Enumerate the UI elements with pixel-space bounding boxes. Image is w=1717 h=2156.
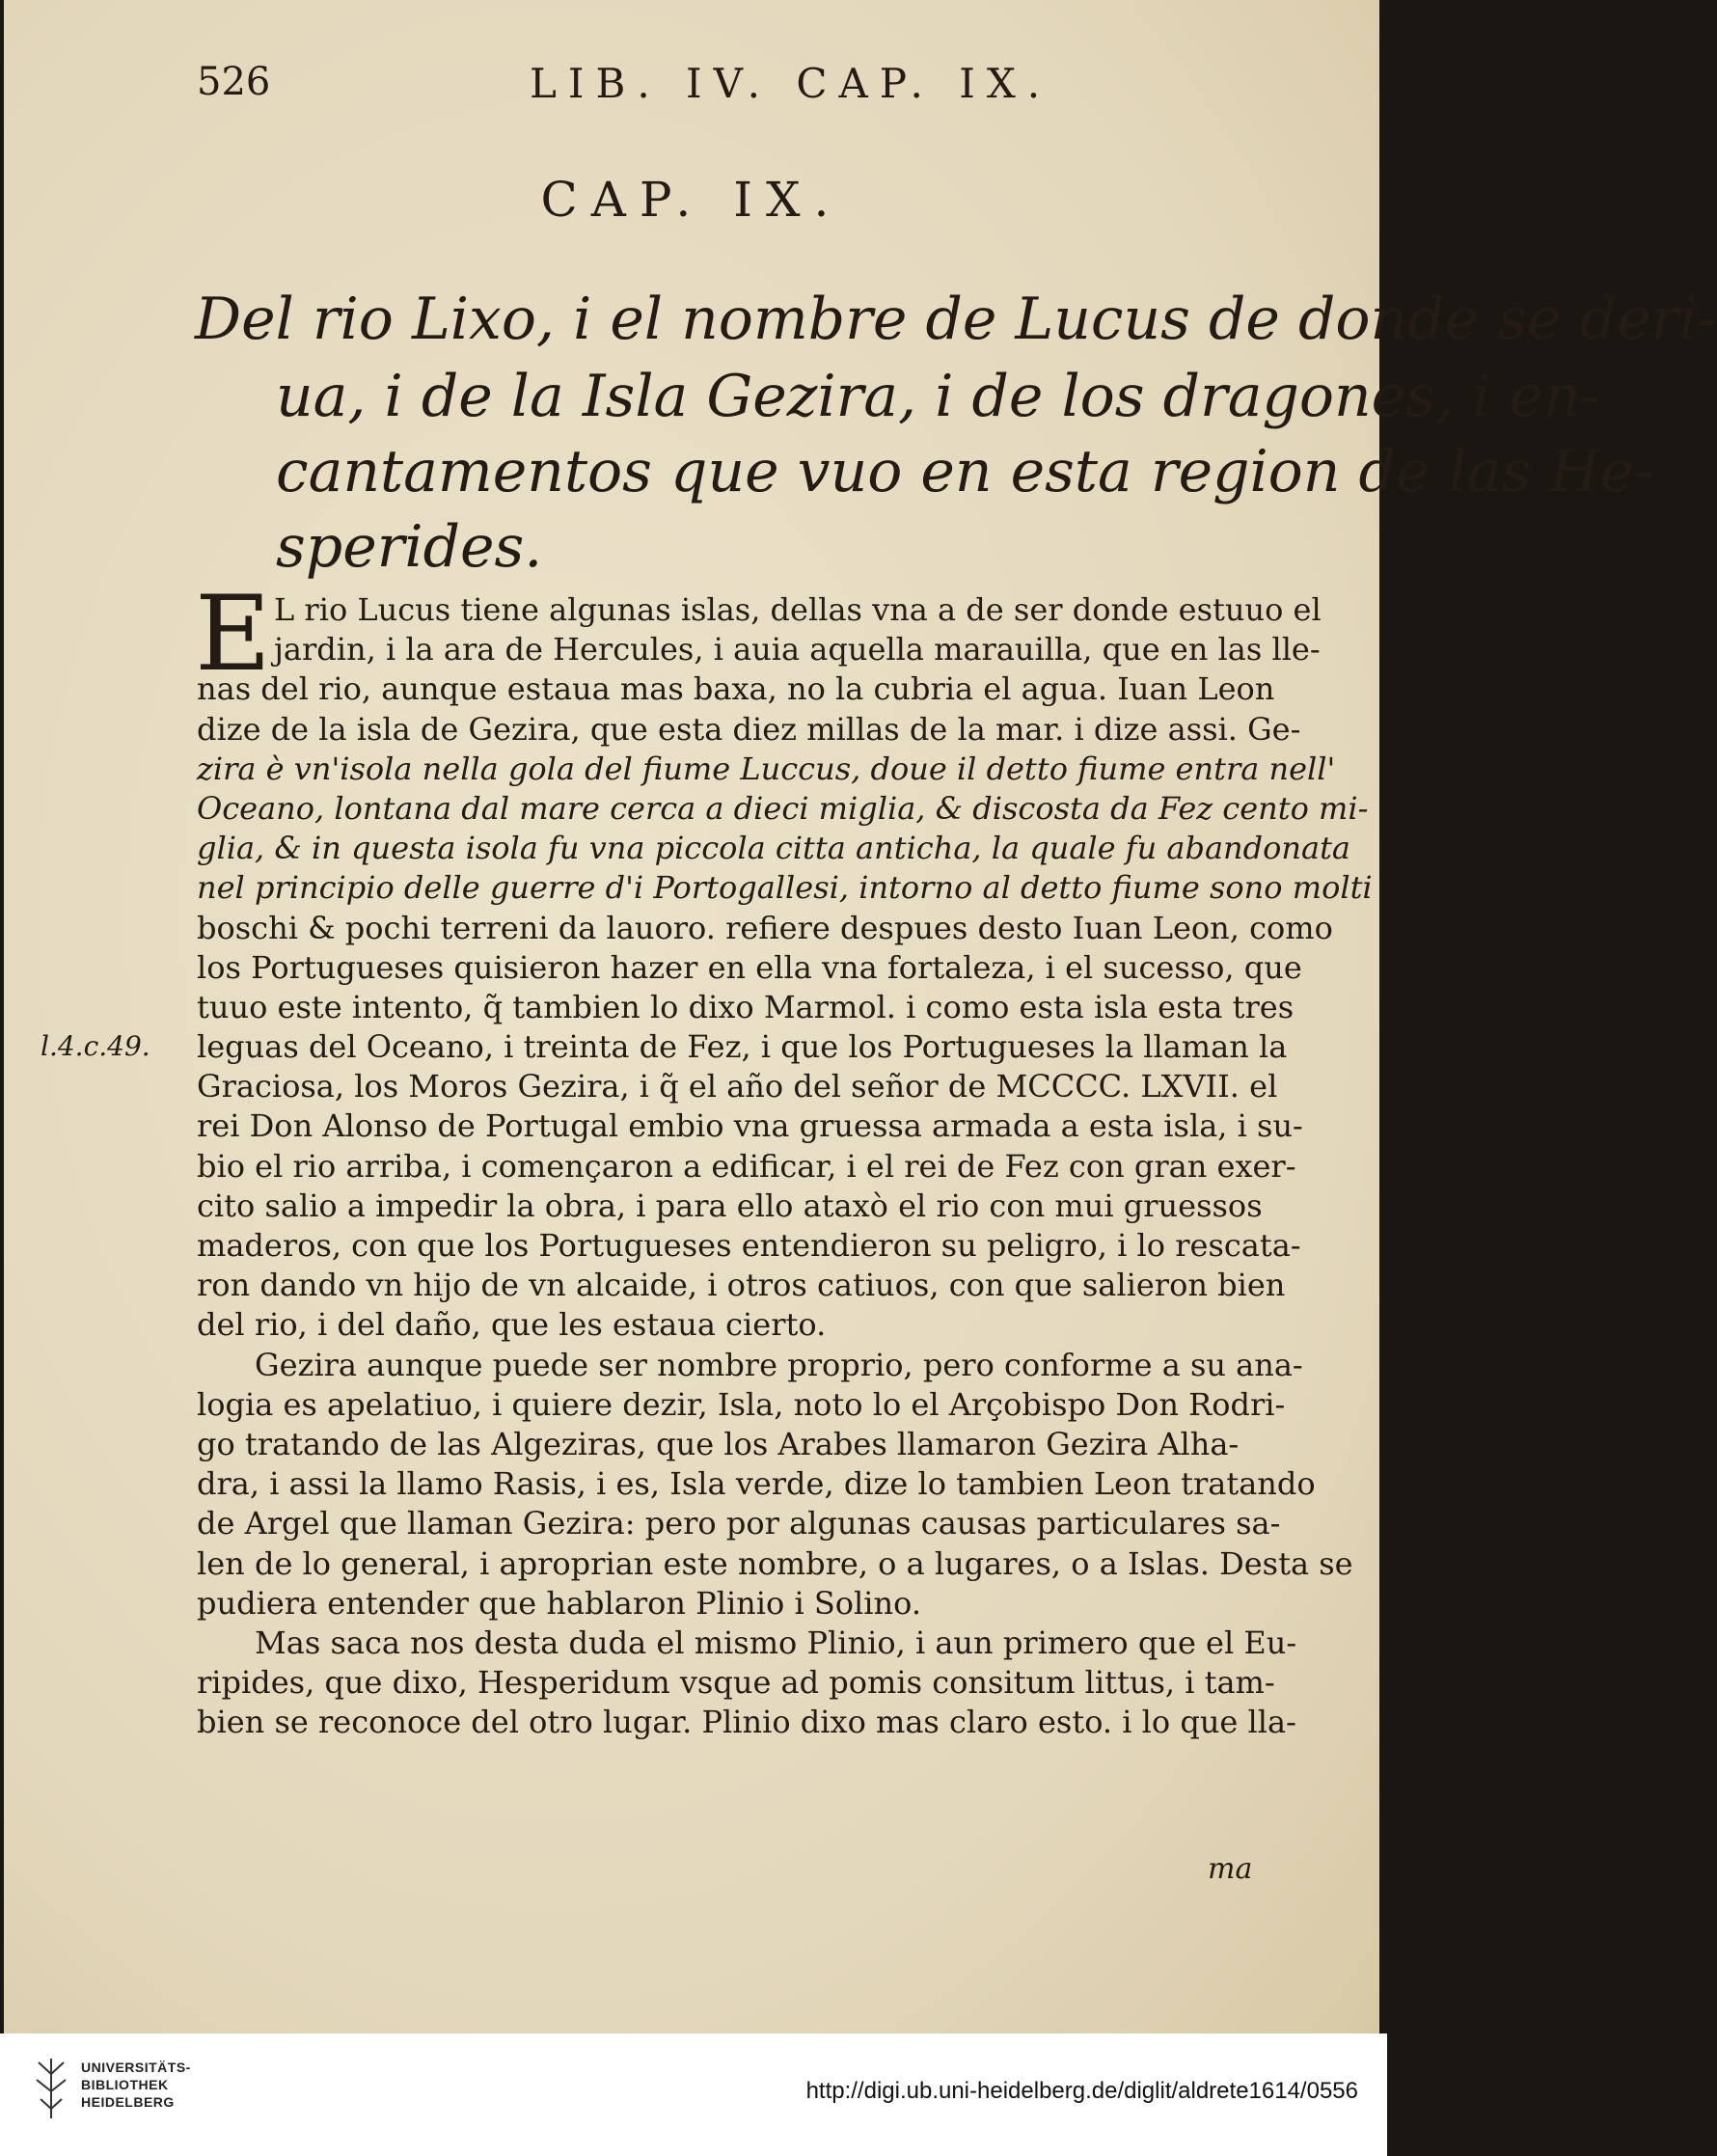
text-line: Gezira aunque puede ser nombre proprio, pero conforme a su ana- — [255, 1346, 1303, 1383]
chapter-title-line: Del rio Lixo, i el nombre de Lucus de donde se deri- — [195, 286, 1717, 353]
text-line: glia, & in questa isola fu vna piccola citta anticha, la quale fu abandonata — [197, 830, 1350, 867]
book-page — [4, 0, 1717, 2033]
running-title: LIB. IV. CAP. IX. — [530, 60, 1052, 107]
institution-name — [81, 2059, 191, 2111]
text-line: logia es apelatiuo, i quiere dezir, Isla, noto lo el Arçobispo Don Rodri- — [197, 1385, 1286, 1423]
catchword: ma — [1208, 1852, 1253, 1886]
institution-line: HEIDELBERG — [81, 2094, 175, 2110]
text-line: del rio, i del daño, que les estaua cierto. — [197, 1306, 827, 1344]
text-line: dize de la isla de Gezira, que esta diez millas de la mar. i dize assi. Ge- — [197, 710, 1301, 748]
text-line: pudiera entender que hablaron Plinio i Solino. — [197, 1584, 921, 1622]
text-line: dra, i assi la llamo Rasis, i es, Isla verde, dize lo tambien Leon tratando — [197, 1465, 1316, 1503]
text-line: bio el rio arriba, i començaron a edificar, i el rei de Fez con gran exer- — [197, 1147, 1296, 1185]
text-line: L rio Lucus tiene algunas islas, dellas vna a de ser donde estuuo el — [274, 591, 1322, 628]
footer-bar — [0, 2033, 1387, 2156]
text-line: ripides, que dixo, Hesperidum vsque ad pomis consitum littus, i tam- — [197, 1664, 1275, 1702]
text-line: Mas saca nos desta duda el mismo Plinio, i aun primero que el Eu- — [255, 1624, 1297, 1661]
chapter-title-line: sperides. — [276, 513, 543, 581]
text-line: go tratando de las Algeziras, que los Arabes llamaron Gezira Alha- — [197, 1425, 1240, 1462]
text-line: boschi & pochi terreni da lauoro. refiere despues desto Iuan Leon, como — [197, 909, 1333, 946]
page-number: 526 — [197, 60, 271, 104]
running-head — [187, 60, 1248, 106]
text-line: bien se reconoce del otro lugar. Plinio dixo mas claro esto. i lo que lla- — [197, 1704, 1296, 1741]
drop-cap: E — [195, 574, 271, 695]
text-line: jardin, i la ara de Hercules, i auia aquella marauilla, que en las lle- — [274, 631, 1321, 669]
text-line: Graciosa, los Moros Gezira, i q̃ el año del señor de MCCCC. LXVII. el — [197, 1068, 1278, 1105]
text-line: cito salio a impedir la obra, i para ello ataxò el rio con mui gruessos — [197, 1187, 1263, 1224]
text-line: zira è vn'isola nella gola del fiume Luccus, doue il detto fiume entra nell' — [197, 750, 1336, 787]
text-line: nel principio delle guerre d'i Portogallesi, intorno al detto fiume sono molti — [197, 869, 1373, 907]
body-text — [195, 574, 1373, 1742]
text-line: tuuo este intento, q̃ tambien lo dixo Marmol. i como esta isla esta tres — [197, 988, 1295, 1025]
text-line: len de lo general, i aproprian este nombre, o a lugares, o a Islas. Desta se — [197, 1544, 1353, 1582]
chapter-title-line: cantamentos que vuo en esta region de las He- — [276, 438, 1654, 505]
text-line: maderos, con que los Portugueses entendieron su peligro, i lo rescata- — [197, 1227, 1301, 1264]
text-line: nas del rio, aunque estaua mas baxa, no la cubria el agua. Iuan Leon — [197, 670, 1275, 708]
text-line: de Argel que llaman Gezira: pero por algunas causas particulares sa- — [197, 1505, 1281, 1542]
margin-note: l.4.c.49. — [41, 1030, 150, 1062]
library-logo-icon — [33, 2055, 69, 2122]
source-url-link[interactable]: http://digi.ub.uni-heidelberg.de/diglit/aldrete1614/0556 — [805, 2078, 1358, 2104]
text-line: leguas del Oceano, i treinta de Fez, i que los Portugueses la llaman la — [197, 1028, 1288, 1066]
chapter-title-line: ua, i de la Isla Gezira, i de los dragones, i en- — [276, 363, 1600, 430]
text-line: los Portugueses quisieron hazer en ella vna fortaleza, i el sucesso, que — [197, 948, 1302, 986]
text-line: ron dando vn hijo de vn alcaide, i otros catiuos, con que salieron bien — [197, 1267, 1286, 1304]
text-line: rei Don Alonso de Portugal embio vna gruessa armada a esta isla, i su- — [197, 1107, 1303, 1145]
chapter-heading: CAP. IX. — [540, 172, 843, 228]
text-line: Oceano, lontana dal mare cerca a dieci miglia, & discosta da Fez cento mi- — [197, 789, 1369, 827]
institution-line: UNIVERSITÄTS- — [81, 2060, 191, 2075]
institution-line: BIBLIOTHEK — [81, 2077, 169, 2092]
